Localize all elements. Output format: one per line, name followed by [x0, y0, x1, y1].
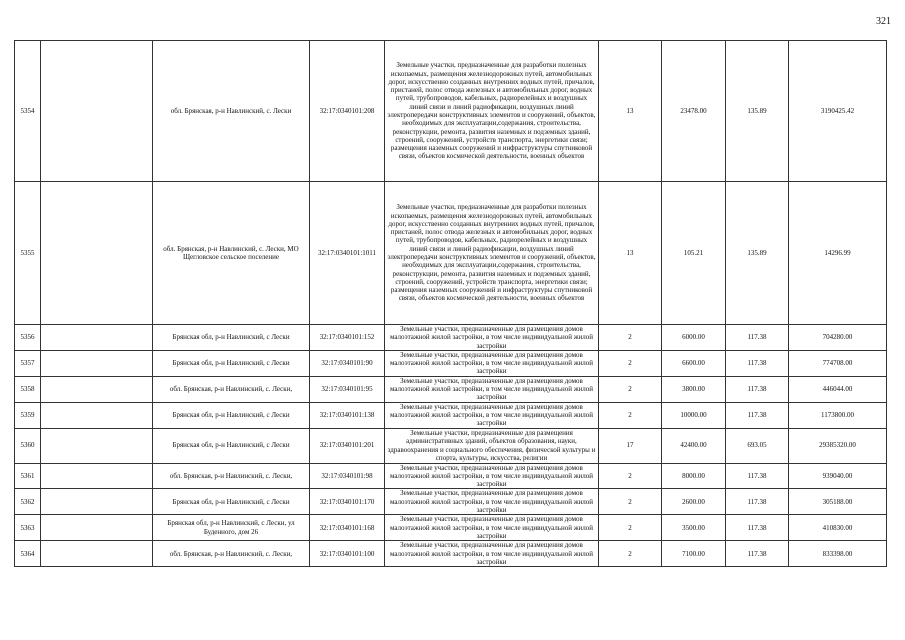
row-number: 5356 [15, 325, 41, 351]
blank-cell [41, 428, 153, 463]
area-cell: 23478.00 [662, 41, 726, 182]
cadastral-value-cell: 1173800.00 [789, 402, 887, 428]
row-number: 5360 [15, 428, 41, 463]
row-number: 5355 [15, 182, 41, 325]
table-row [15, 350, 887, 376]
rate-cell: 117.38 [726, 350, 789, 376]
address-cell: обл. Брянская, р-н Навлинский, с. Лески [153, 41, 310, 182]
cadastral-value-cell: 774708.00 [789, 350, 887, 376]
cadastral-value-cell: 14296.99 [789, 182, 887, 325]
area-cell: 42400.00 [662, 428, 726, 463]
purpose-code-cell: 2 [599, 489, 662, 515]
rate-cell: 117.38 [726, 489, 789, 515]
table-row [15, 541, 887, 567]
land-purpose-cell: Земельные участки, предназначенные для разработки полезных ископаемых, размещения железнодорожных путей, автомобильных дорог, искусственно созданных внутренних водных путей, причалов, пристаней, полос отвода железных и автомобильных дорог, водных путей, трубопроводов, кабельных, радиорелейных и воздушных линий связи и линий радиофикации, воздушных линий электропередачи конструктивных элементов и сооружений, объектов, необходимых для эксплуатации,содержания, строительства, реконструкции, ремонта, развития наземных и подземных зданий, строений, сооружений, устройств транспорта, энергетики связи; размещения наземных сооружений и инфраструктуры спутниковой связи, объектов космической деятельности, военных объектов [385, 41, 599, 182]
row-number: 5357 [15, 350, 41, 376]
rate-cell: 117.38 [726, 402, 789, 428]
blank-cell [41, 41, 153, 182]
row-number: 5361 [15, 463, 41, 489]
table-row [15, 182, 887, 325]
blank-cell [41, 463, 153, 489]
address-cell: Брянская обл, р-н Навлинский, с Лески [153, 489, 310, 515]
purpose-code-cell: 2 [599, 515, 662, 541]
land-purpose-cell: Земельные участки, предназначенные для размещения административных зданий, объектов образования, науки, здравоохранения и социального обеспечения, физической культуры и спорта, культуры, искусства, религии [385, 428, 599, 463]
area-cell: 7100.00 [662, 541, 726, 567]
blank-cell [41, 402, 153, 428]
purpose-code-cell: 2 [599, 541, 662, 567]
cadastral-number-cell: 32:17:0340101:168 [310, 515, 385, 541]
land-purpose-cell: Земельные участки, предназначенные для размещения домов малоэтажной жилой застройки, в том числе индивидуальной жилой застройки [385, 402, 599, 428]
table-row [15, 41, 887, 182]
cadastral-number-cell: 32:17:0340101:201 [310, 428, 385, 463]
address-cell: обл. Брянская, р-н Навлинский, с. Лески, [153, 463, 310, 489]
cadastral-number-cell: 32:17:0340101:90 [310, 350, 385, 376]
purpose-code-cell: 13 [599, 41, 662, 182]
cadastral-number-cell: 32:17:0340101:95 [310, 376, 385, 402]
address-cell: Брянская обл, р-н Навлинский, с Лески, ул Буденного, дом 26 [153, 515, 310, 541]
land-purpose-cell: Земельные участки, предназначенные для размещения домов малоэтажной жилой застройки, в том числе индивидуальной жилой застройки [385, 515, 599, 541]
cadastral-value-cell: 29385320.00 [789, 428, 887, 463]
address-cell: Брянская обл, р-н Навлинский, с Лески [153, 325, 310, 351]
purpose-code-cell: 2 [599, 350, 662, 376]
area-cell: 105.21 [662, 182, 726, 325]
area-cell: 3500.00 [662, 515, 726, 541]
table-row [15, 402, 887, 428]
cadastral-number-cell: 32:17:0340101:98 [310, 463, 385, 489]
address-cell: обл. Брянская, р-н Навлинский, с. Лески, [153, 376, 310, 402]
address-cell: Брянская обл, р-н Навлинский, с Лески [153, 428, 310, 463]
table-row [15, 463, 887, 489]
blank-cell [41, 350, 153, 376]
land-purpose-cell: Земельные участки, предназначенные для разработки полезных ископаемых, размещения железнодорожных путей, автомобильных дорог, искусственно созданных внутренних водных путей, причалов, пристаней, полос отвода железных и автомобильных дорог, водных путей, трубопроводов, кабельных, радиорелейных и воздушных линий связи и линий радиофикации, воздушных линий электропередачи конструктивных элементов и сооружений, объектов, необходимых для эксплуатации,содержания, строительства, реконструкции, ремонта, развития наземных и подземных зданий, строений, сооружений, устройств транспорта, энергетики связи; размещения наземных сооружений и инфраструктуры спутниковой связи, объектов космической деятельности, военных объектов [385, 182, 599, 325]
address-cell: Брянская обл, р-н Навлинский, с Лески [153, 402, 310, 428]
rate-cell: 693.05 [726, 428, 789, 463]
purpose-code-cell: 13 [599, 182, 662, 325]
land-registry-table [14, 40, 887, 567]
rate-cell: 117.38 [726, 515, 789, 541]
table-row [15, 428, 887, 463]
purpose-code-cell: 2 [599, 325, 662, 351]
land-purpose-cell: Земельные участки, предназначенные для размещения домов малоэтажной жилой застройки, в том числе индивидуальной жилой застройки [385, 325, 599, 351]
area-cell: 6600.00 [662, 350, 726, 376]
rate-cell: 117.38 [726, 325, 789, 351]
rate-cell: 117.38 [726, 376, 789, 402]
area-cell: 6000.00 [662, 325, 726, 351]
row-number: 5358 [15, 376, 41, 402]
blank-cell [41, 515, 153, 541]
land-purpose-cell: Земельные участки, предназначенные для размещения домов малоэтажной жилой застройки, в том числе индивидуальной жилой застройки [385, 489, 599, 515]
row-number: 5363 [15, 515, 41, 541]
address-cell: обл. Брянская, р-н Навлинский, с. Лески, [153, 541, 310, 567]
address-cell: обл. Брянская, р-н Навлинский, с. Лески, МО Щегловское сельское поселение [153, 182, 310, 325]
table-row [15, 325, 887, 351]
row-number: 5359 [15, 402, 41, 428]
table-row [15, 489, 887, 515]
page-number: 321 [876, 16, 891, 27]
cadastral-value-cell: 833398.00 [789, 541, 887, 567]
table-row [15, 515, 887, 541]
rate-cell: 135.89 [726, 41, 789, 182]
blank-cell [41, 376, 153, 402]
cadastral-value-cell: 704280.00 [789, 325, 887, 351]
cadastral-number-cell: 32:17:0340101:208 [310, 41, 385, 182]
cadastral-value-cell: 305188.00 [789, 489, 887, 515]
cadastral-number-cell: 32:17:0340101:138 [310, 402, 385, 428]
cadastral-number-cell: 32:17:0340101:170 [310, 489, 385, 515]
blank-cell [41, 325, 153, 351]
address-cell: Брянская обл, р-н Навлинский, с Лески [153, 350, 310, 376]
purpose-code-cell: 17 [599, 428, 662, 463]
area-cell: 3800.00 [662, 376, 726, 402]
blank-cell [41, 541, 153, 567]
land-purpose-cell: Земельные участки, предназначенные для размещения домов малоэтажной жилой застройки, в том числе индивидуальной жилой застройки [385, 541, 599, 567]
cadastral-value-cell: 939040.00 [789, 463, 887, 489]
cadastral-number-cell: 32:17:0340101:152 [310, 325, 385, 351]
land-purpose-cell: Земельные участки, предназначенные для размещения домов малоэтажной жилой застройки, в том числе индивидуальной жилой застройки [385, 463, 599, 489]
cadastral-number-cell: 32:17:0340101:1011 [310, 182, 385, 325]
land-purpose-cell: Земельные участки, предназначенные для размещения домов малоэтажной жилой застройки, в том числе индивидуальной жилой застройки [385, 376, 599, 402]
row-number: 5364 [15, 541, 41, 567]
table-row [15, 376, 887, 402]
area-cell: 10000.00 [662, 402, 726, 428]
cadastral-value-cell: 410830.00 [789, 515, 887, 541]
purpose-code-cell: 2 [599, 376, 662, 402]
land-purpose-cell: Земельные участки, предназначенные для размещения домов малоэтажной жилой застройки, в том числе индивидуальной жилой застройки [385, 350, 599, 376]
row-number: 5354 [15, 41, 41, 182]
area-cell: 8000.00 [662, 463, 726, 489]
blank-cell [41, 489, 153, 515]
cadastral-value-cell: 446044.00 [789, 376, 887, 402]
purpose-code-cell: 2 [599, 402, 662, 428]
rate-cell: 117.38 [726, 541, 789, 567]
purpose-code-cell: 2 [599, 463, 662, 489]
rate-cell: 117.38 [726, 463, 789, 489]
blank-cell [41, 182, 153, 325]
cadastral-number-cell: 32:17:0340101:100 [310, 541, 385, 567]
rate-cell: 135.89 [726, 182, 789, 325]
cadastral-value-cell: 3190425.42 [789, 41, 887, 182]
area-cell: 2600.00 [662, 489, 726, 515]
row-number: 5362 [15, 489, 41, 515]
